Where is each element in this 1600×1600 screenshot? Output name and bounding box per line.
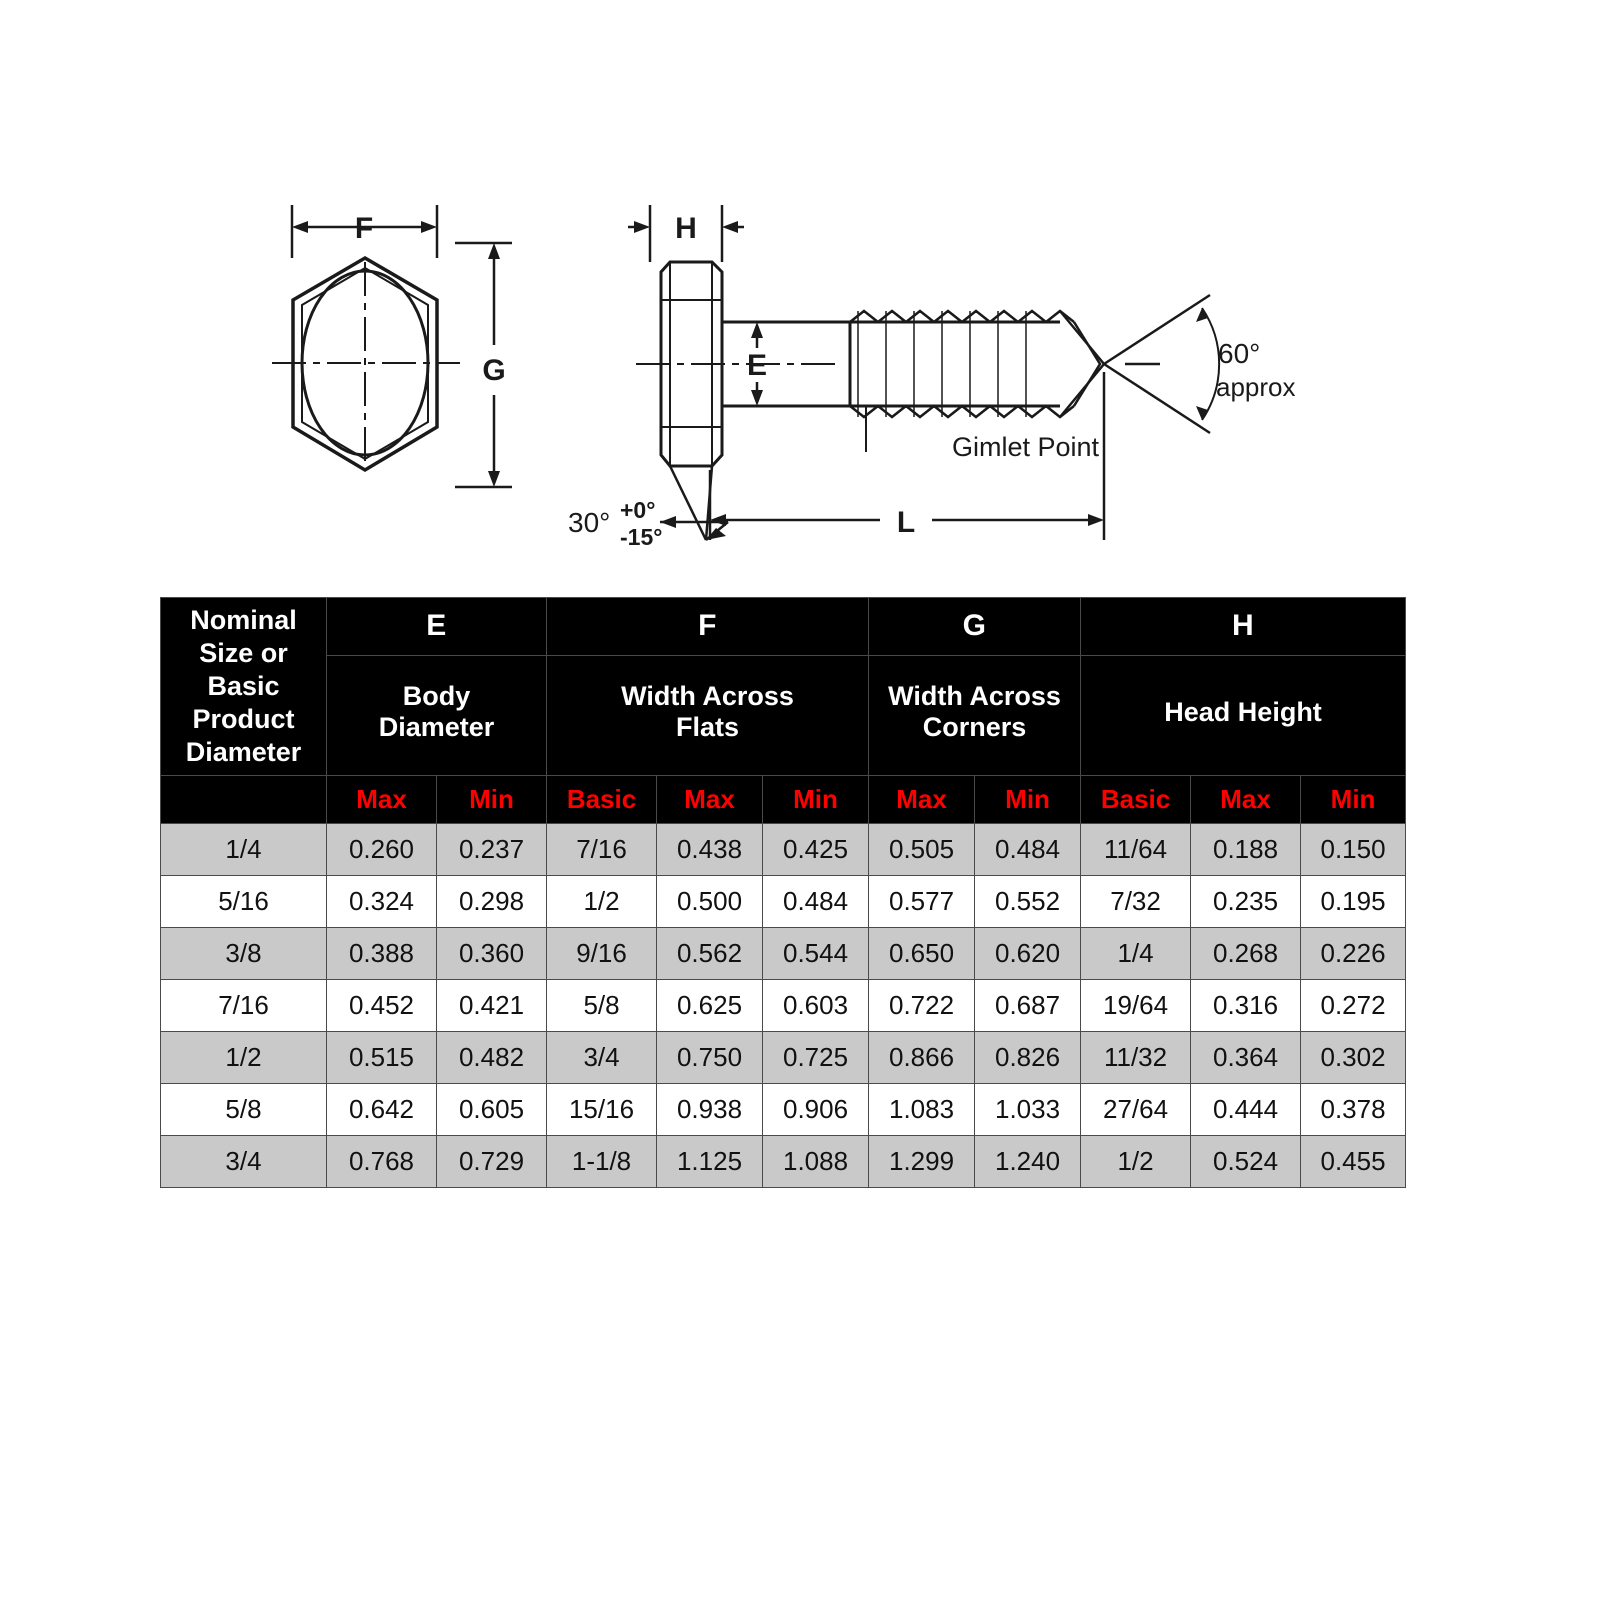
cell-nominal: 7/16	[161, 979, 327, 1031]
cell-nominal: 1/2	[161, 1031, 327, 1083]
cell-f-max: 0.500	[657, 875, 763, 927]
cell-e-max: 0.260	[327, 823, 437, 875]
table-row	[161, 927, 1406, 979]
cell-e-min: 0.237	[437, 823, 547, 875]
cell-e-max: 0.452	[327, 979, 437, 1031]
table-row	[161, 1135, 1406, 1187]
cell-f-basic: 1-1/8	[547, 1135, 657, 1187]
label-approx: approx	[1216, 372, 1296, 402]
cell-f-max: 0.625	[657, 979, 763, 1031]
cell-f-min: 1.088	[763, 1135, 869, 1187]
specification-table-container	[160, 597, 1405, 1188]
subheader-f-basic: Basic	[547, 775, 657, 823]
subheader-e-min: Min	[437, 775, 547, 823]
cell-e-min: 0.729	[437, 1135, 547, 1187]
cell-nominal: 5/8	[161, 1083, 327, 1135]
cell-g-max: 0.577	[869, 875, 975, 927]
bolt-threads	[850, 311, 1074, 417]
table-row	[161, 1031, 1406, 1083]
label-g: G	[482, 354, 506, 387]
header-head-height	[1081, 655, 1406, 775]
header-body-diameter	[327, 655, 547, 775]
cell-f-min: 0.906	[763, 1083, 869, 1135]
header-letter-e: E	[327, 598, 547, 656]
table-header-row-names	[161, 655, 1406, 775]
subheader-f-max: Max	[657, 775, 763, 823]
cell-f-max: 0.438	[657, 823, 763, 875]
cell-g-min: 1.240	[975, 1135, 1081, 1187]
cell-g-min: 0.552	[975, 875, 1081, 927]
label-gimlet-point: Gimlet Point	[952, 432, 1100, 462]
cell-h-basic: 19/64	[1081, 979, 1191, 1031]
cell-h-max: 0.524	[1191, 1135, 1301, 1187]
specification-table	[160, 597, 1406, 1188]
subheader-h-max: Max	[1191, 775, 1301, 823]
header-nominal-line5: Diameter	[185, 736, 302, 767]
cell-h-max: 0.364	[1191, 1031, 1301, 1083]
subheader-e-max: Max	[327, 775, 437, 823]
cell-h-basic: 1/2	[1081, 1135, 1191, 1187]
label-l: L	[896, 506, 916, 539]
label-h: H	[675, 212, 697, 245]
cell-g-min: 0.826	[975, 1031, 1081, 1083]
cell-g-min: 0.620	[975, 927, 1081, 979]
cell-f-max: 0.750	[657, 1031, 763, 1083]
header-flats-line1: Width Across	[621, 681, 794, 712]
header-width-across-corners	[869, 655, 1081, 775]
cell-nominal: 3/4	[161, 1135, 327, 1187]
cell-h-max: 0.268	[1191, 927, 1301, 979]
header-nominal-line4: Product	[192, 703, 295, 734]
header-letter-h: H	[1081, 598, 1406, 656]
cell-f-max: 1.125	[657, 1135, 763, 1187]
cell-f-min: 0.484	[763, 875, 869, 927]
cell-h-max: 0.188	[1191, 823, 1301, 875]
subheader-g-max: Max	[869, 775, 975, 823]
cell-e-max: 0.515	[327, 1031, 437, 1083]
cell-h-min: 0.302	[1301, 1031, 1406, 1083]
header-letter-f: F	[547, 598, 869, 656]
table-subheader-row	[161, 775, 1406, 823]
cell-e-max: 0.324	[327, 875, 437, 927]
cell-g-max: 0.722	[869, 979, 975, 1031]
cell-g-min: 1.033	[975, 1083, 1081, 1135]
label-60-deg: 60°	[1218, 338, 1261, 369]
cell-g-max: 0.505	[869, 823, 975, 875]
cell-e-max: 0.642	[327, 1083, 437, 1135]
header-corners-line1: Width Across	[888, 681, 1061, 712]
subheader-h-basic: Basic	[1081, 775, 1191, 823]
header-body-line1: Body	[402, 681, 471, 712]
cell-e-max: 0.388	[327, 927, 437, 979]
cell-h-basic: 7/32	[1081, 875, 1191, 927]
table-row	[161, 823, 1406, 875]
cell-f-basic: 5/8	[547, 979, 657, 1031]
label-tolerance-minus: -15°	[620, 524, 663, 550]
cell-f-max: 0.562	[657, 927, 763, 979]
cell-f-min: 0.603	[763, 979, 869, 1031]
cell-f-min: 0.425	[763, 823, 869, 875]
table-row	[161, 979, 1406, 1031]
cell-e-min: 0.605	[437, 1083, 547, 1135]
cell-h-max: 0.235	[1191, 875, 1301, 927]
label-f: F	[354, 212, 374, 245]
cell-nominal: 3/8	[161, 927, 327, 979]
header-head-line1: Head Height	[1164, 696, 1322, 727]
subheader-h-min: Min	[1301, 775, 1406, 823]
cell-f-min: 0.544	[763, 927, 869, 979]
cell-f-basic: 15/16	[547, 1083, 657, 1135]
label-e: E	[746, 349, 768, 382]
header-corners-line2: Corners	[922, 712, 1027, 743]
cell-f-basic: 3/4	[547, 1031, 657, 1083]
cell-g-max: 1.083	[869, 1083, 975, 1135]
chamfer-angle-callout	[660, 466, 728, 540]
header-nominal-line3: Basic	[207, 670, 280, 701]
subheader-blank	[161, 775, 327, 823]
cell-h-min: 0.226	[1301, 927, 1406, 979]
cell-f-min: 0.725	[763, 1031, 869, 1083]
header-width-across-flats	[547, 655, 869, 775]
cell-g-max: 0.650	[869, 927, 975, 979]
cell-h-basic: 1/4	[1081, 927, 1191, 979]
cell-f-max: 0.938	[657, 1083, 763, 1135]
cell-f-basic: 1/2	[547, 875, 657, 927]
cell-h-min: 0.195	[1301, 875, 1406, 927]
cell-h-min: 0.455	[1301, 1135, 1406, 1187]
cell-nominal: 1/4	[161, 823, 327, 875]
cell-h-basic: 27/64	[1081, 1083, 1191, 1135]
gimlet-point-geometry	[1060, 311, 1104, 417]
cell-g-max: 0.866	[869, 1031, 975, 1083]
label-tolerance-plus: +0°	[620, 497, 656, 523]
table-row	[161, 1083, 1406, 1135]
header-flats-line2: Flats	[676, 712, 740, 743]
label-30-deg: 30°	[568, 507, 611, 538]
header-body-line2: Diameter	[378, 712, 495, 743]
cell-g-min: 0.687	[975, 979, 1081, 1031]
table-header-row-letters	[161, 598, 1406, 656]
header-letter-g: G	[869, 598, 1081, 656]
cell-f-basic: 9/16	[547, 927, 657, 979]
subheader-f-min: Min	[763, 775, 869, 823]
cell-g-max: 1.299	[869, 1135, 975, 1187]
cell-e-min: 0.360	[437, 927, 547, 979]
header-nominal-line1: Nominal	[190, 605, 297, 635]
cell-e-min: 0.421	[437, 979, 547, 1031]
cell-h-basic: 11/64	[1081, 823, 1191, 875]
table-row	[161, 875, 1406, 927]
cell-e-min: 0.298	[437, 875, 547, 927]
header-nominal-size	[161, 598, 327, 776]
fastener-dimension-diagram	[0, 0, 1600, 590]
diagram-svg	[0, 0, 1600, 590]
cell-h-max: 0.316	[1191, 979, 1301, 1031]
cell-h-min: 0.150	[1301, 823, 1406, 875]
cell-h-basic: 11/32	[1081, 1031, 1191, 1083]
header-nominal-line2: Size or	[199, 637, 288, 668]
cell-h-min: 0.378	[1301, 1083, 1406, 1135]
subheader-g-min: Min	[975, 775, 1081, 823]
cell-f-basic: 7/16	[547, 823, 657, 875]
cell-h-min: 0.272	[1301, 979, 1406, 1031]
cell-g-min: 0.484	[975, 823, 1081, 875]
cell-h-max: 0.444	[1191, 1083, 1301, 1135]
point-angle-lines	[1104, 295, 1219, 433]
cell-e-max: 0.768	[327, 1135, 437, 1187]
cell-nominal: 5/16	[161, 875, 327, 927]
cell-e-min: 0.482	[437, 1031, 547, 1083]
